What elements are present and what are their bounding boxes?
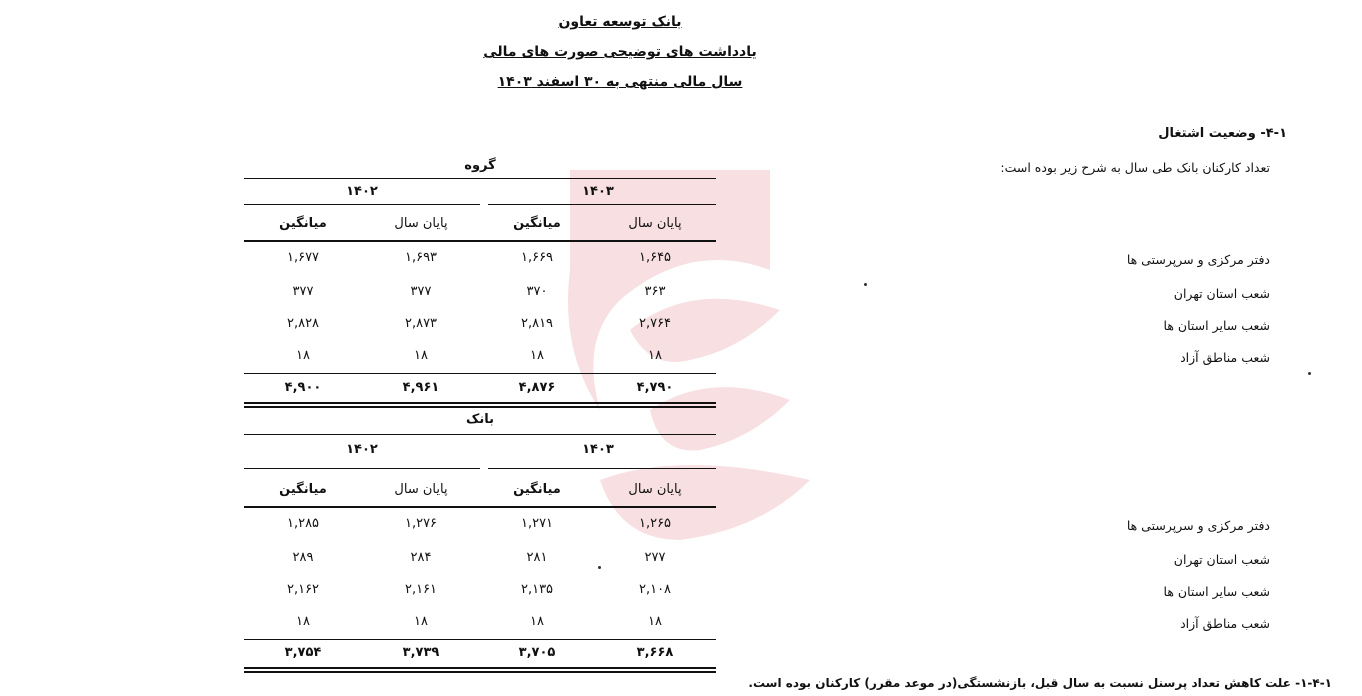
divider [244,506,716,508]
bank-cell: ۲,۱۶۱ [404,582,438,597]
divider [244,402,716,404]
bank-cell: ۱۸ [530,614,544,629]
group-cell: ۱۸ [530,348,544,363]
bank-cell: ۱,۲۸۵ [286,516,320,531]
group-cell: ۱۸ [648,348,662,363]
bank-title: بانک [466,412,494,427]
bank-name: بانک توسعه تعاون [558,14,682,30]
note-heading: ۴-۱- وضعیت اشتغال [1158,126,1287,141]
divider [244,240,716,242]
bank-col-end-current: پایان سال [628,482,682,497]
note-intro: تعداد کارکنان بانک طی سال به شرح زیر بوده است: [1000,160,1270,175]
group-cell: ۲,۸۱۹ [520,316,554,331]
bank-total: ۳,۷۳۹ [402,645,440,660]
divider [244,178,716,179]
group-cell: ۱,۶۴۵ [638,250,672,265]
group-cell: ۳۷۰ [526,284,548,299]
bank-year-current: ۱۴۰۳ [582,442,614,457]
divider [244,468,480,469]
divider [244,434,716,435]
divider [244,667,716,669]
footnote: ۱-۴-۱- علت کاهش تعداد پرسنل نسبت به سال قبل، بازنشستگی(در موعد مقرر) کارکنان بوده است. [748,676,1332,690]
group-title: گروه [464,158,496,173]
group-col-avg-current: میانگین [513,216,561,231]
row-label-provinces-group: شعب سایر استان ها [1163,318,1270,333]
bank-cell: ۲۷۷ [644,550,666,565]
bank-col-avg-current: میانگین [513,482,561,497]
divider [488,468,716,469]
bank-cell: ۲۸۴ [410,550,432,565]
scan-speck [1308,372,1311,375]
bank-cell: ۱۸ [296,614,310,629]
bank-cell: ۲,۱۰۸ [638,582,672,597]
group-col-avg-prior: میانگین [279,216,327,231]
bank-cell: ۲,۱۳۵ [520,582,554,597]
group-cell: ۳۶۳ [644,284,666,299]
bank-cell: ۲۸۱ [526,550,548,565]
bank-cell: ۱۸ [414,614,428,629]
row-label-provinces-bank: شعب سایر استان ها [1163,584,1270,599]
row-label-tehran-bank: شعب استان تهران [1173,552,1270,567]
divider [244,406,716,408]
bank-col-end-prior: پایان سال [394,482,448,497]
divider [244,373,716,374]
scan-speck [864,283,867,286]
group-total: ۴,۹۰۰ [284,380,322,395]
bank-total: ۳,۷۵۴ [284,645,322,660]
row-label-hq-bank: دفتر مرکزی و سرپرستی ها [1126,518,1270,533]
group-cell: ۳۷۷ [292,284,314,299]
scan-speck [598,566,601,569]
report-subtitle: یادداشت های توضیحی صورت های مالی [483,44,757,60]
group-total: ۴,۹۶۱ [402,380,440,395]
bank-cell: ۲,۱۶۲ [286,582,320,597]
bank-cell: ۱,۲۷۶ [404,516,438,531]
divider [244,671,716,673]
bank-cell: ۱۸ [648,614,662,629]
group-cell: ۱۸ [414,348,428,363]
group-cell: ۱,۶۶۹ [520,250,554,265]
group-col-end-prior: پایان سال [394,216,448,231]
group-total: ۴,۷۹۰ [636,380,674,395]
row-label-free-zones-group: شعب مناطق آزاد [1180,350,1270,365]
group-col-end-current: پایان سال [628,216,682,231]
bank-cell: ۱,۲۶۵ [638,516,672,531]
group-cell: ۲,۷۶۴ [638,316,672,331]
bank-col-avg-prior: میانگین [279,482,327,497]
divider [488,204,716,205]
group-cell: ۱,۶۷۷ [286,250,320,265]
divider [244,639,716,640]
row-label-hq-group: دفتر مرکزی و سرپرستی ها [1126,252,1270,267]
group-cell: ۲,۸۷۳ [404,316,438,331]
divider [244,204,480,205]
row-label-tehran-group: شعب استان تهران [1173,286,1270,301]
bank-total: ۳,۷۰۵ [518,645,556,660]
group-total: ۴,۸۷۶ [518,380,556,395]
group-year-prior: ۱۴۰۲ [346,184,378,199]
group-cell: ۱,۶۹۳ [404,250,438,265]
group-cell: ۳۷۷ [410,284,432,299]
bank-cell: ۱,۲۷۱ [520,516,554,531]
bank-cell: ۲۸۹ [292,550,314,565]
group-cell: ۱۸ [296,348,310,363]
group-year-current: ۱۴۰۳ [582,184,614,199]
bank-year-prior: ۱۴۰۲ [346,442,378,457]
fiscal-period: سال مالی منتهی به ۳۰ اسفند ۱۴۰۳ [497,74,743,90]
row-label-free-zones-bank: شعب مناطق آزاد [1180,616,1270,631]
group-cell: ۲,۸۲۸ [286,316,320,331]
bank-total: ۳,۶۶۸ [636,645,674,660]
